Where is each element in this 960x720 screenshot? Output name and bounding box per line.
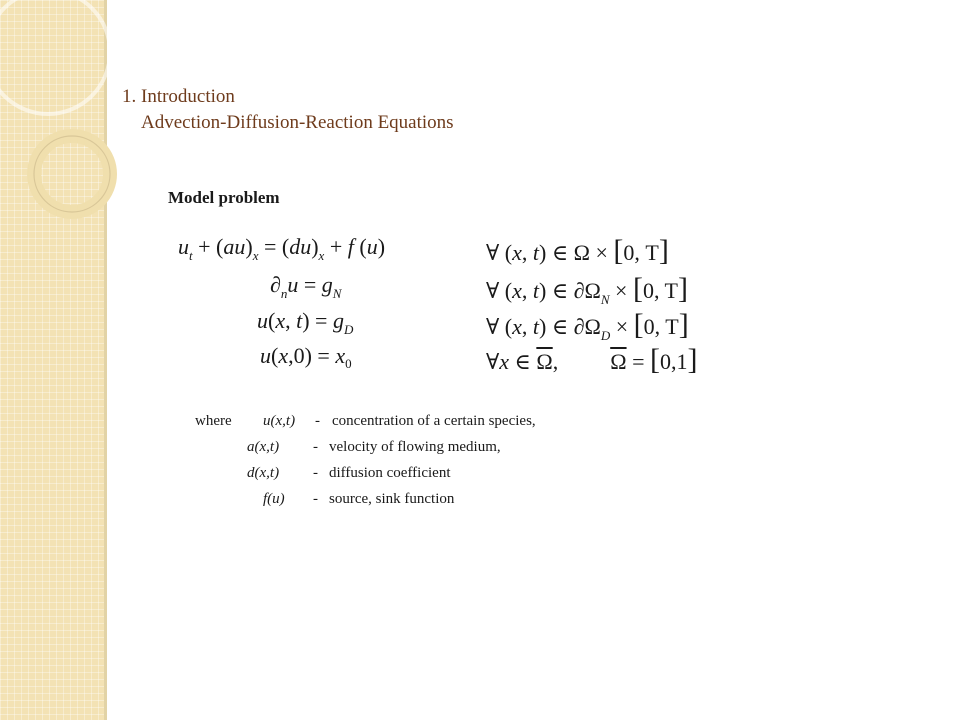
eq4-term: (	[271, 343, 279, 368]
eq1-term: (	[353, 234, 367, 259]
eq3-term: ) =	[302, 308, 333, 333]
eq4-term: u	[260, 343, 271, 368]
eq3-term: ,	[285, 308, 297, 333]
eq3r-term: ,	[521, 314, 533, 339]
eq4r-term: ∀	[486, 349, 500, 374]
definition-text: velocity of flowing medium,	[329, 439, 501, 455]
eq1-term: x	[252, 248, 259, 263]
eq3-term: u	[257, 308, 268, 333]
definition-text: source, sink function	[329, 491, 455, 507]
definition-text: concentration of a certain species,	[332, 413, 536, 429]
eq4r-closure: $\overline{\Omega}$	[536, 349, 553, 374]
eq1-term: t	[189, 248, 193, 263]
definition-text: diffusion coefficient	[329, 465, 451, 481]
eq1r-term: t	[532, 240, 539, 265]
equation-3-right	[486, 310, 689, 342]
eq4r-term: 0,1	[659, 349, 688, 374]
eq2r-term: ) ∈ ∂Ω	[539, 278, 601, 303]
eq2-term: ∂	[270, 272, 281, 297]
equation-1-right	[486, 236, 669, 266]
eq3-term: g	[332, 308, 344, 333]
definition-separator: -	[313, 491, 318, 507]
eq1-term: )	[377, 234, 386, 259]
decorative-rings	[0, 0, 130, 240]
definition-separator: -	[313, 465, 318, 481]
eq1-term: f	[347, 234, 354, 259]
eq2-term: =	[298, 272, 322, 297]
eq3r-term: t	[532, 314, 539, 339]
eq4r-closure: $\overline{\Omega}$	[610, 349, 627, 374]
where-label: where	[195, 413, 232, 429]
eq2-term: n	[280, 286, 288, 301]
eq2r-term: t	[532, 278, 539, 303]
eq4r-term: ∈	[509, 349, 537, 374]
eq1r-term: ∀ (	[486, 240, 513, 265]
eq1r-term: ,	[521, 240, 533, 265]
slide-title	[122, 84, 454, 136]
eq3r-bracket: ]	[678, 308, 689, 341]
large-ring	[0, 0, 110, 114]
eq4-term: x	[278, 343, 289, 368]
eq1r-term: 0, T	[623, 240, 659, 265]
eq3-term: x	[275, 308, 286, 333]
eq1-term: u	[366, 234, 378, 259]
section-heading: Model problem	[168, 188, 280, 207]
eq4-term: ,0) =	[288, 343, 336, 368]
eq3r-term: ∀ (	[486, 314, 513, 339]
equation-4-right	[486, 345, 697, 375]
eq4r-term: =	[626, 349, 650, 374]
eq4r-term: ,	[552, 349, 559, 374]
equation-3-left	[257, 310, 353, 336]
title-line-2: Advection-Diffusion-Reaction Equations	[141, 112, 454, 133]
eq1r-term: ) ∈ Ω ×	[539, 240, 614, 265]
eq2r-term: ×	[609, 278, 633, 303]
eq1-term: du	[289, 234, 312, 259]
equation-1-left	[178, 236, 385, 262]
eq3r-term: x	[512, 314, 522, 339]
eq3-term: t	[296, 308, 303, 333]
eq1-term: = (	[258, 234, 290, 259]
definition-symbol: f(u)	[263, 491, 285, 507]
eq1-term: )	[311, 234, 319, 259]
eq3-term: D	[343, 322, 354, 337]
eq2r-bracket: ]	[677, 272, 688, 305]
eq2-term: N	[332, 286, 342, 301]
eq3-term: (	[268, 308, 276, 333]
eq4-term: x	[335, 343, 346, 368]
eq1r-term: x	[512, 240, 522, 265]
definition-separator: -	[313, 439, 318, 455]
eq2-term: u	[287, 272, 299, 297]
eq2r-term: ,	[521, 278, 533, 303]
eq3r-term: D	[600, 328, 611, 343]
definition-symbol: d(x,t)	[247, 465, 280, 481]
eq1-term: +	[324, 234, 348, 259]
small-ring-outline	[34, 136, 110, 212]
eq1-term: au	[223, 234, 246, 259]
eq2-term: g	[321, 272, 333, 297]
eq3r-term: 0, T	[643, 314, 679, 339]
eq4r-bracket: ]	[687, 343, 698, 376]
eq2r-bracket: [	[632, 272, 643, 305]
eq3r-term: ) ∈ ∂Ω	[539, 314, 601, 339]
definition-symbol: u(x,t)	[263, 413, 296, 429]
eq3r-term: ×	[610, 314, 634, 339]
title-line-1: 1. Introduction	[122, 86, 235, 107]
eq2r-term: 0, T	[642, 278, 678, 303]
equation-4-left	[260, 345, 352, 370]
eq1r-bracket: ]	[658, 234, 669, 267]
eq1-term: + (	[192, 234, 224, 259]
definition-separator: -	[315, 413, 320, 429]
eq2r-term: ∀ (	[486, 278, 513, 303]
eq1r-bracket: [	[613, 234, 624, 267]
eq4r-bracket: [	[649, 343, 660, 376]
eq4r-term: x	[499, 349, 510, 374]
eq1-term: x	[318, 248, 325, 263]
eq1-term: u	[178, 234, 189, 259]
eq2r-term: x	[512, 278, 522, 303]
equation-2-left	[270, 274, 341, 300]
eq1-term: )	[245, 234, 253, 259]
eq3r-bracket: [	[633, 308, 644, 341]
equation-2-right	[486, 274, 688, 306]
eq2r-term: N	[600, 292, 610, 307]
eq4-term: 0	[345, 356, 352, 371]
definition-symbol: a(x,t)	[247, 439, 280, 455]
